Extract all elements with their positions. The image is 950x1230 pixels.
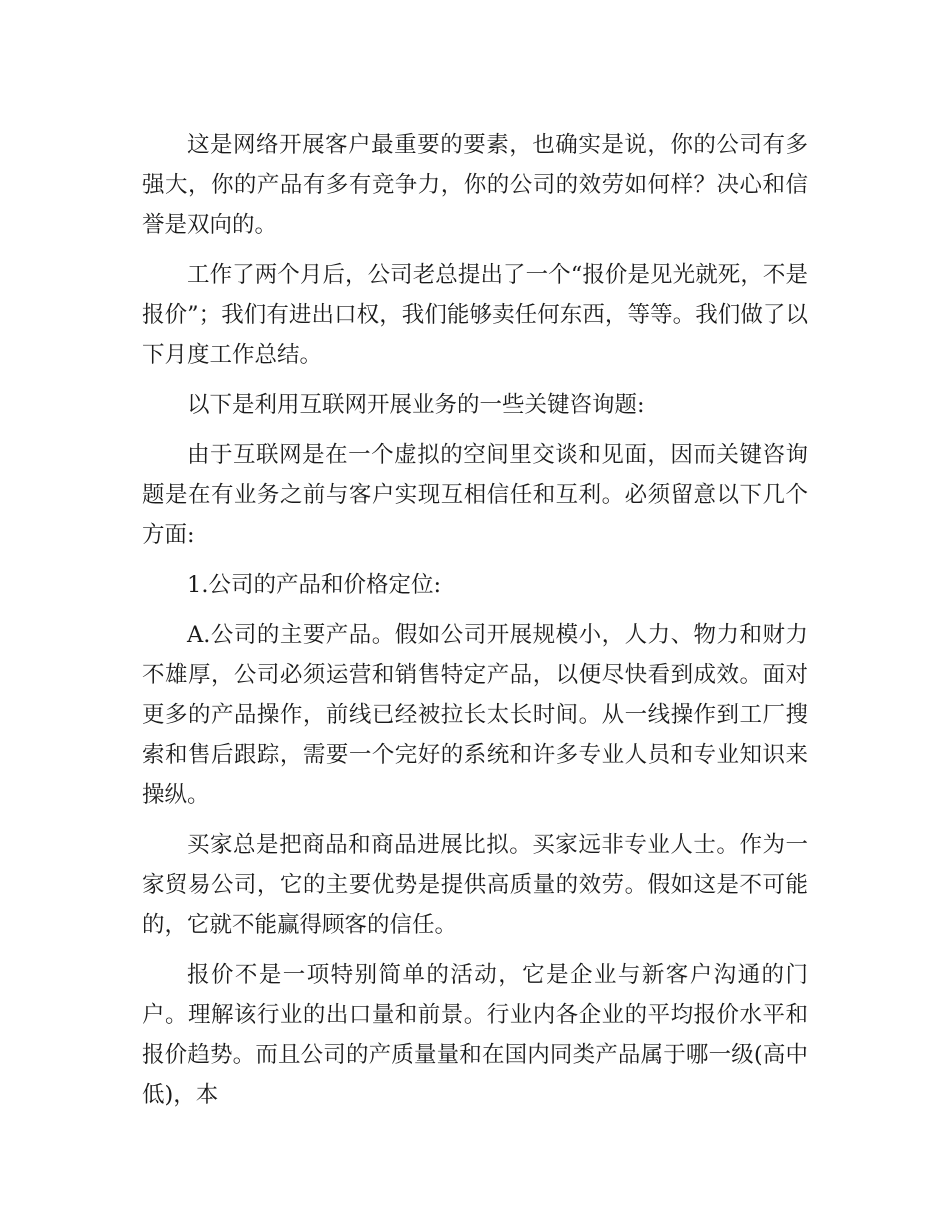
paragraph-6: A.公司的主要产品。假如公司开展规模小，人力、物力和财力不雄厚，公司必须运营和销售特定产品，以便尽快看到成效。面对更多的产品操作，前线已经被拉长太长时间。从一线操作到工厂搜索和售后跟踪，需要一个完好的系统和许多专业人员和专业知识来操纵。: [142, 622, 808, 808]
paragraph-2: 工作了两个月后，公司老总提出了一个“报价是见光就死，不是报价”；我们有进出口权，我们能够卖任何东西，等等。我们做了以下月度工作总结。: [142, 262, 808, 368]
document-body: [142, 125, 808, 1125]
paragraph-4: 由于互联网是在一个虚拟的空间里交谈和见面，因而关键咨询题是在有业务之前与客户实现互相信任和互利。必须留意以下几个方面:: [142, 442, 808, 548]
paragraph-8: 报价不是一项特别简单的活动，它是企业与新客户沟通的门户。理解该行业的出口量和前景。行业内各企业的平均报价水平和报价趋势。而且公司的产质量量和在国内同类产品属于哪一级(高中低)，本: [142, 962, 808, 1108]
paragraph-5: 1.公司的产品和价格定位:: [187, 572, 442, 598]
paragraph-3: 以下是利用互联网开展业务的一些关键咨询题:: [187, 392, 645, 418]
paragraph-7: 买家总是把商品和商品进展比拟。买家远非专业人士。作为一家贸易公司，它的主要优势是提供高质量的效劳。假如这是不可能的，它就不能赢得顾客的信任。: [142, 832, 808, 938]
paragraph-1: 这是网络开展客户最重要的要素，也确实是说，你的公司有多强大，你的产品有多有竞争力，你的公司的效劳如何样？决心和信誉是双向的。: [142, 132, 808, 238]
